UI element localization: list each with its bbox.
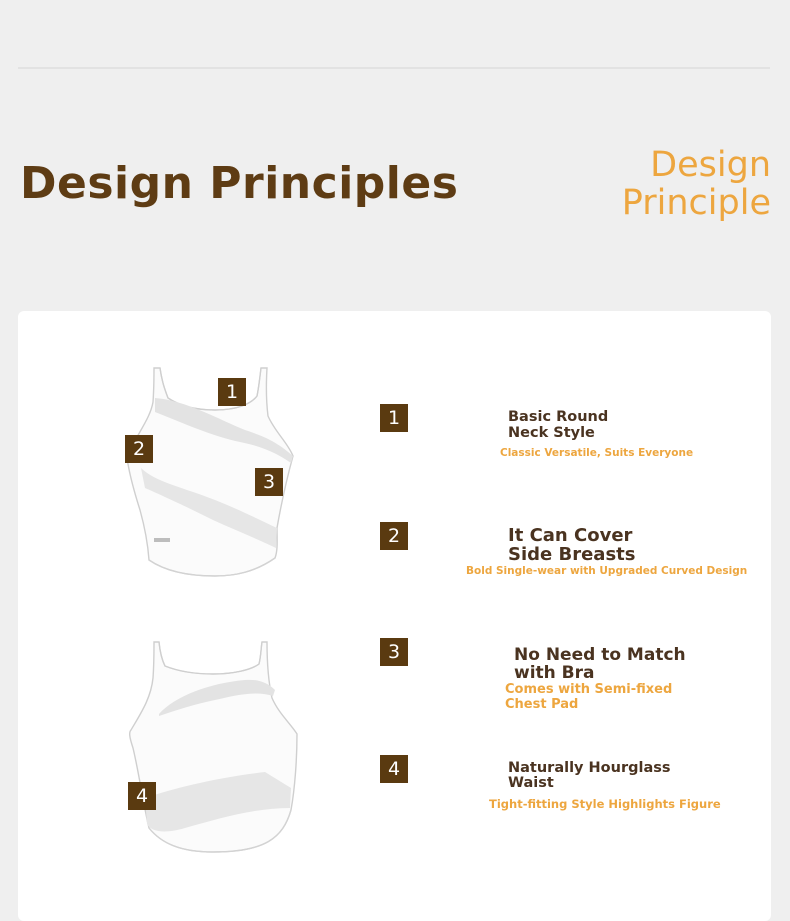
subtitle-line-2: Principle (621, 183, 771, 223)
tank-top-back-illustration (125, 638, 300, 858)
feature-3 (505, 646, 765, 712)
feature-3-subtext: Comes with Semi-fixed Chest Pad (505, 682, 673, 712)
feature-1 (500, 409, 760, 460)
feature-4 (489, 761, 769, 811)
page-title: Design Principles (20, 158, 459, 209)
feature-4-subtext: Tight-fitting Style Highlights Figure (489, 797, 721, 811)
garment-marker-2: 2 (125, 435, 153, 463)
garment-marker-4: 4 (128, 782, 156, 810)
feature-badge-3: 3 (380, 638, 408, 666)
garment-marker-3: 3 (255, 468, 283, 496)
header-divider (18, 67, 770, 69)
feature-2-subtext: Bold Single-wear with Upgraded Curved Design (466, 565, 748, 577)
page-subtitle (622, 146, 771, 222)
feature-2-heading: It Can Cover Side Breasts (508, 525, 636, 565)
feature-4-heading: Naturally Hourglass Waist (508, 760, 671, 791)
subtitle-line-1: Design (650, 145, 771, 185)
feature-1-subtext: Classic Versatile, Suits Everyone (500, 447, 694, 459)
feature-badge-2: 2 (380, 522, 408, 550)
feature-3-heading: No Need to Match with Bra (514, 645, 686, 683)
feature-2 (466, 526, 766, 578)
feature-1-heading: Basic Round Neck Style (508, 409, 609, 441)
feature-badge-1: 1 (380, 404, 408, 432)
feature-badge-4: 4 (380, 755, 408, 783)
garment-marker-1: 1 (218, 378, 246, 406)
